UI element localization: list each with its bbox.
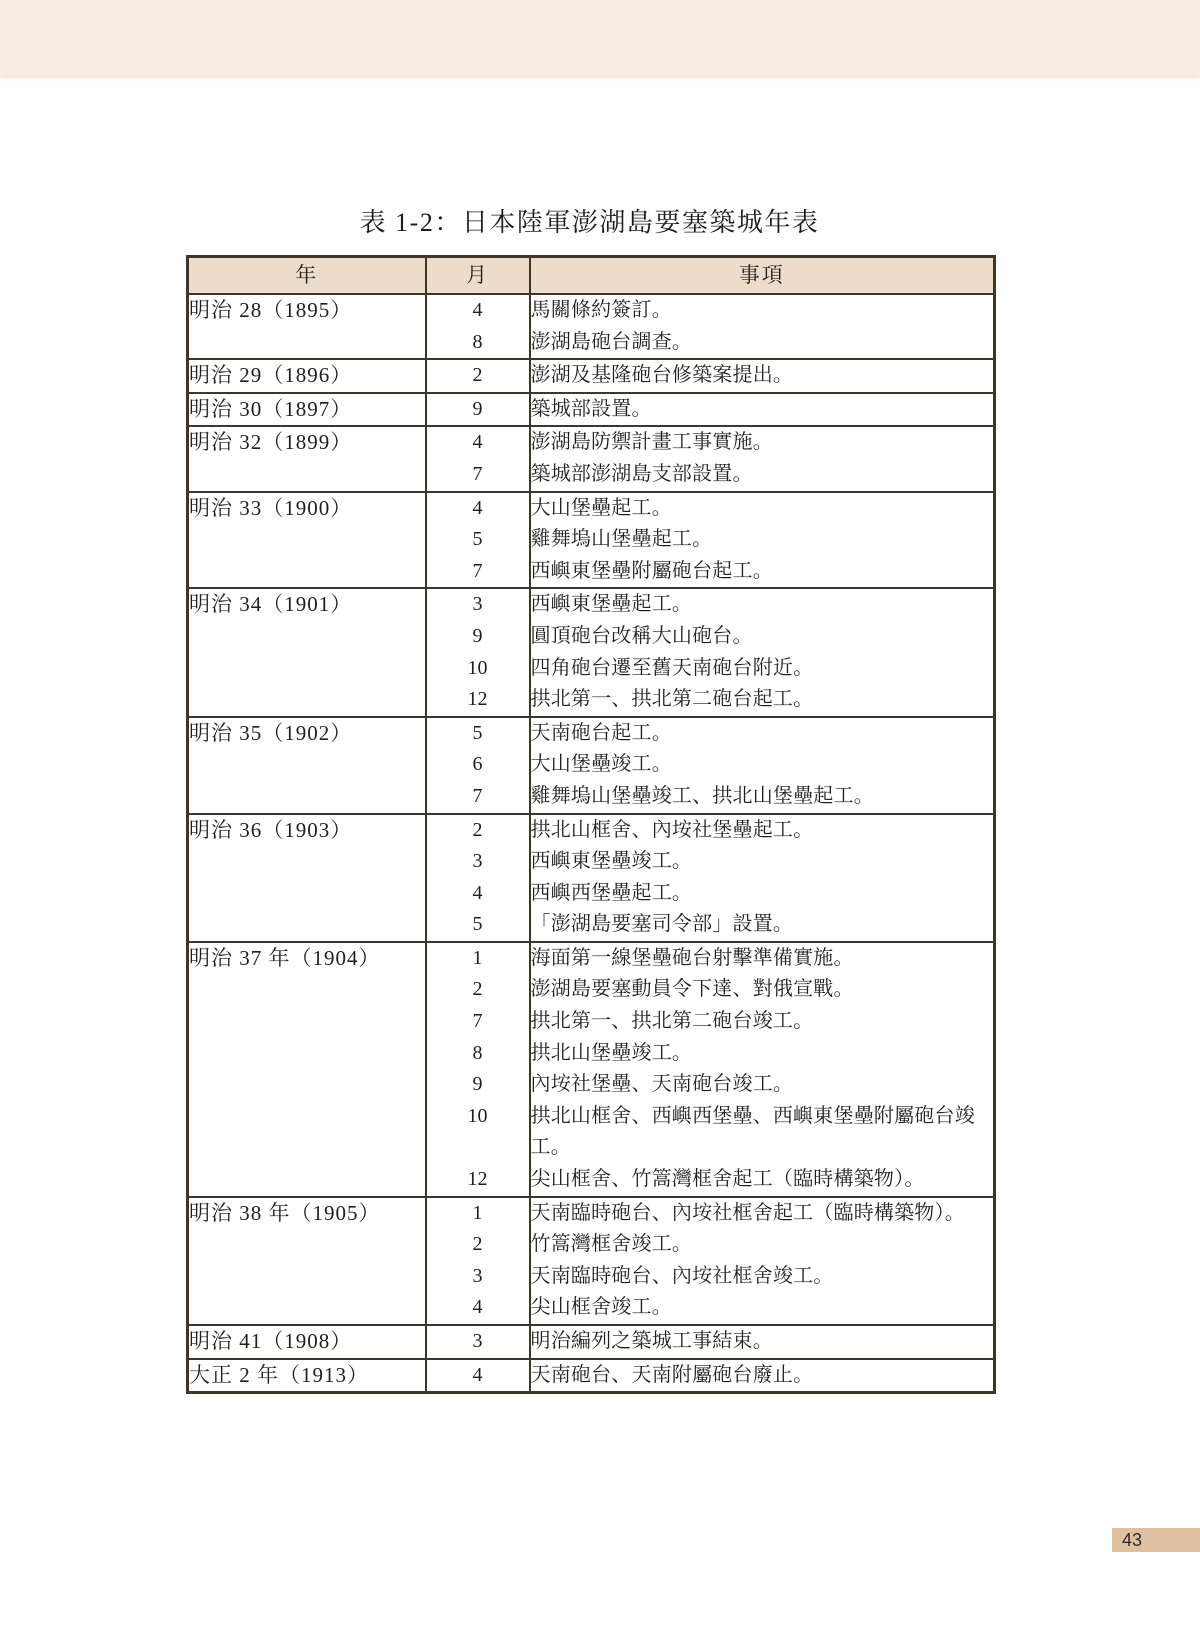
event-cell: 拱北山堡壘竣工。 <box>530 1038 995 1070</box>
month-cell: 8 <box>426 1038 530 1070</box>
event-cell: 明治編列之築城工事結束。 <box>530 1325 995 1359</box>
event-cell: 天南臨時砲台、內垵社框舍起工（臨時構築物）。 <box>530 1197 995 1230</box>
table-row <box>188 1359 995 1393</box>
event-cell: 西嶼東堡壘竣工。 <box>530 846 995 878</box>
event-cell: 西嶼東堡壘起工。 <box>530 588 995 621</box>
month-cell: 4 <box>426 1359 530 1393</box>
year-cell: 明治 30（1897） <box>188 393 426 427</box>
month-cell: 2 <box>426 974 530 1006</box>
month-cell: 4 <box>426 426 530 459</box>
event-cell: 竹篙灣框舍竣工。 <box>530 1229 995 1261</box>
month-cell: 9 <box>426 393 530 427</box>
event-cell: 拱北山框舍、西嶼西堡壘、西嶼東堡壘附屬砲台竣工。 <box>530 1101 995 1164</box>
table-row <box>188 294 995 327</box>
chronology-table <box>186 255 996 1394</box>
event-column-header: 事項 <box>530 257 995 295</box>
event-cell: 澎湖島防禦計畫工事實施。 <box>530 426 995 459</box>
month-cell: 5 <box>426 524 530 556</box>
month-cell: 1 <box>426 1197 530 1230</box>
top-banner <box>0 0 1200 76</box>
content-area <box>186 206 993 1394</box>
event-cell: 雞舞塢山堡壘竣工、拱北山堡壘起工。 <box>530 781 995 814</box>
month-cell: 9 <box>426 621 530 653</box>
event-cell: 「澎湖島要塞司令部」設置。 <box>530 909 995 942</box>
event-cell: 拱北第一、拱北第二砲台竣工。 <box>530 1006 995 1038</box>
month-cell: 7 <box>426 1006 530 1038</box>
year-cell: 明治 34（1901） <box>188 588 426 716</box>
month-cell: 5 <box>426 717 530 750</box>
event-cell: 馬關條約簽訂。 <box>530 294 995 327</box>
table-row <box>188 1325 995 1359</box>
month-cell: 10 <box>426 653 530 685</box>
month-cell: 1 <box>426 942 530 975</box>
month-cell: 3 <box>426 588 530 621</box>
month-cell: 7 <box>426 556 530 589</box>
event-cell: 大山堡壘竣工。 <box>530 749 995 781</box>
month-cell: 4 <box>426 294 530 327</box>
month-cell: 12 <box>426 1164 530 1197</box>
month-cell: 4 <box>426 1292 530 1325</box>
table-title: 表 1-2：日本陸軍澎湖島要塞築城年表 <box>359 208 820 237</box>
year-cell: 明治 32（1899） <box>188 426 426 491</box>
month-cell: 3 <box>426 846 530 878</box>
event-cell: 尖山框舍、竹篙灣框舍起工（臨時構築物）。 <box>530 1164 995 1197</box>
event-cell: 澎湖島要塞動員令下達、對俄宣戰。 <box>530 974 995 1006</box>
table-row <box>188 492 995 525</box>
event-cell: 天南砲台、天南附屬砲台廢止。 <box>530 1359 995 1393</box>
table-row <box>188 717 995 750</box>
table-row <box>188 1197 995 1230</box>
month-cell: 6 <box>426 749 530 781</box>
event-cell: 拱北山框舍、內垵社堡壘起工。 <box>530 814 995 847</box>
event-cell: 西嶼東堡壘附屬砲台起工。 <box>530 556 995 589</box>
month-cell: 2 <box>426 1229 530 1261</box>
header-row <box>188 257 995 295</box>
table-row <box>188 588 995 621</box>
month-cell: 7 <box>426 459 530 492</box>
year-cell: 明治 29（1896） <box>188 359 426 393</box>
event-cell: 築城部澎湖島支部設置。 <box>530 459 995 492</box>
event-cell: 拱北第一、拱北第二砲台起工。 <box>530 684 995 717</box>
event-cell: 築城部設置。 <box>530 393 995 427</box>
year-cell: 明治 36（1903） <box>188 814 426 942</box>
table-row <box>188 814 995 847</box>
month-cell: 8 <box>426 327 530 360</box>
page-number: 43 <box>1122 1530 1143 1550</box>
month-cell: 2 <box>426 359 530 393</box>
event-cell: 大山堡壘起工。 <box>530 492 995 525</box>
month-cell: 5 <box>426 909 530 942</box>
event-cell: 澎湖島砲台調查。 <box>530 327 995 360</box>
month-cell: 2 <box>426 814 530 847</box>
month-cell: 4 <box>426 878 530 910</box>
month-cell: 3 <box>426 1325 530 1359</box>
event-cell: 天南臨時砲台、內垵社框舍竣工。 <box>530 1261 995 1293</box>
year-cell: 明治 41（1908） <box>188 1325 426 1359</box>
year-cell: 明治 28（1895） <box>188 294 426 359</box>
year-cell: 大正 2 年（1913） <box>188 1359 426 1393</box>
year-cell: 明治 33（1900） <box>188 492 426 589</box>
event-cell: 內垵社堡壘、天南砲台竣工。 <box>530 1069 995 1101</box>
event-cell: 雞舞塢山堡壘起工。 <box>530 524 995 556</box>
month-cell: 7 <box>426 781 530 814</box>
month-cell: 9 <box>426 1069 530 1101</box>
event-cell: 圓頂砲台改稱大山砲台。 <box>530 621 995 653</box>
year-cell: 明治 35（1902） <box>188 717 426 814</box>
year-column-header: 年 <box>188 257 426 295</box>
month-column-header: 月 <box>426 257 530 295</box>
table-row <box>188 359 995 393</box>
page-number-badge <box>1112 1528 1200 1552</box>
year-cell: 明治 37 年（1904） <box>188 942 426 1197</box>
month-cell: 3 <box>426 1261 530 1293</box>
event-cell: 天南砲台起工。 <box>530 717 995 750</box>
event-cell: 澎湖及基隆砲台修築案提出。 <box>530 359 995 393</box>
table-row <box>188 426 995 459</box>
event-cell: 西嶼西堡壘起工。 <box>530 878 995 910</box>
month-cell: 4 <box>426 492 530 525</box>
event-cell: 尖山框舍竣工。 <box>530 1292 995 1325</box>
event-cell: 四角砲台遷至舊天南砲台附近。 <box>530 653 995 685</box>
table-row <box>188 942 995 975</box>
table-header <box>188 257 995 295</box>
event-cell: 海面第一線堡壘砲台射擊準備實施。 <box>530 942 995 975</box>
year-cell: 明治 38 年（1905） <box>188 1197 426 1325</box>
table-row <box>188 393 995 427</box>
table-body <box>188 294 995 1393</box>
month-cell: 10 <box>426 1101 530 1164</box>
month-cell: 12 <box>426 684 530 717</box>
